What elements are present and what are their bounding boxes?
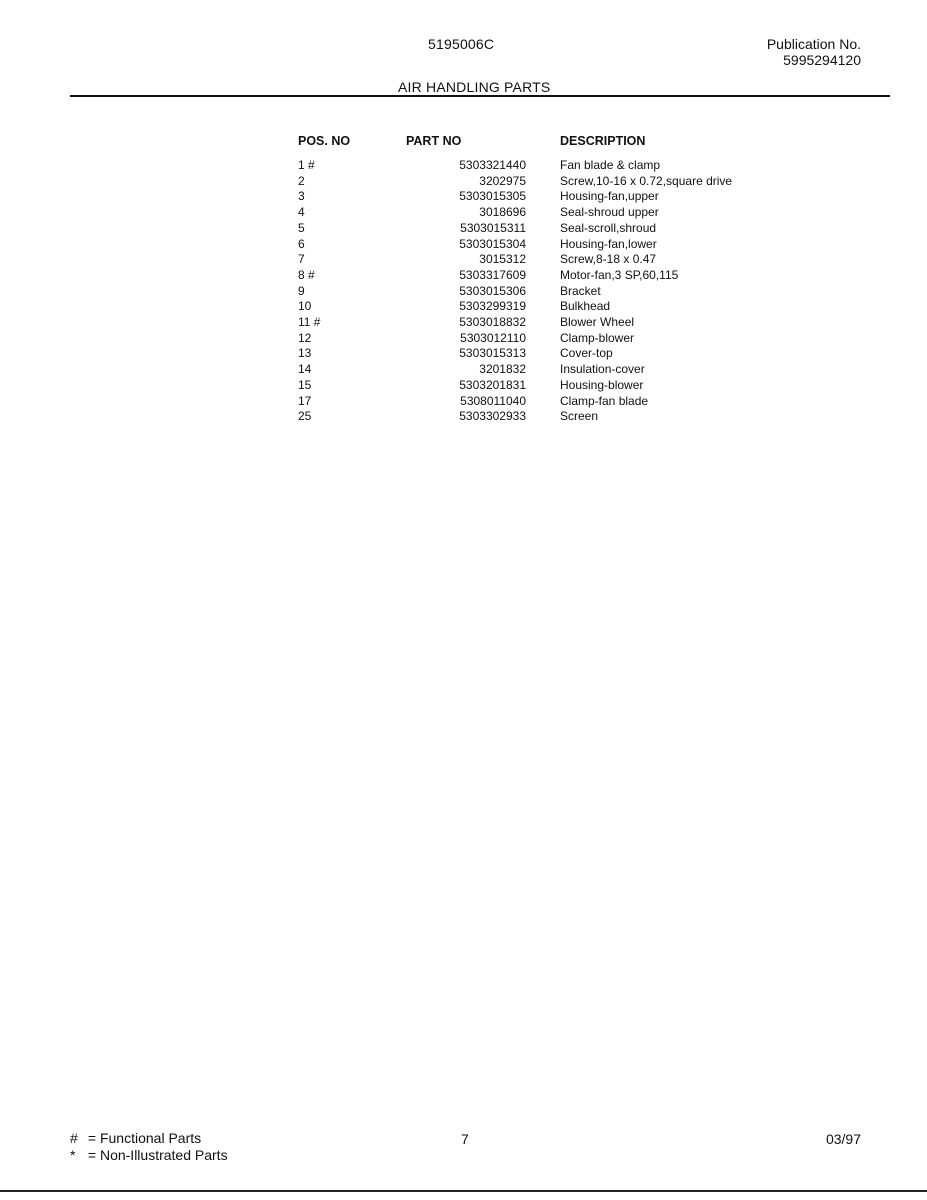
- legend: [70, 1130, 228, 1164]
- legend-text: = Non-Illustrated Parts: [87, 1147, 228, 1163]
- cell-description: Housing-fan,lower: [560, 236, 657, 251]
- cell-pos: 13: [298, 346, 312, 361]
- cell-part-number: 5303321440: [459, 158, 526, 172]
- table-row: [298, 331, 732, 347]
- cell-part-number: 3015312: [479, 252, 526, 267]
- table-row: [298, 394, 732, 410]
- section-title: AIR HANDLING PARTS: [398, 79, 551, 95]
- publication-date: 03/97: [825, 1131, 861, 1147]
- cell-description: Insulation-cover: [560, 362, 645, 377]
- cell-description: Motor-fan,3 SP,60,115: [560, 267, 679, 282]
- cell-part-number: 5303015305: [459, 189, 526, 204]
- cell-part-number: 5303299319: [459, 299, 526, 314]
- cell-pos: 1 #: [298, 158, 315, 172]
- table-row: [298, 378, 732, 394]
- cell-description: Screw,10-16 x 0.72,square drive: [560, 173, 733, 188]
- page-number: 7: [461, 1131, 469, 1147]
- table-row: [298, 268, 732, 284]
- cell-pos: 7: [298, 252, 305, 267]
- cell-pos: 6: [298, 236, 305, 251]
- legend-symbol: *: [70, 1147, 76, 1163]
- cell-description: Seal-shroud upper: [560, 205, 659, 220]
- table-row: [298, 362, 732, 378]
- table-row: [298, 237, 732, 253]
- table-row: [298, 284, 732, 300]
- cell-pos: 14: [298, 362, 312, 377]
- publication-block: [767, 36, 861, 68]
- cell-pos: 2: [298, 173, 305, 188]
- cell-description: Fan blade & clamp: [560, 158, 661, 172]
- column-header-part: PART NO: [406, 134, 462, 148]
- cell-pos: 25: [298, 409, 312, 424]
- cell-pos: 15: [298, 377, 312, 392]
- cell-part-number: 5303201831: [459, 377, 526, 392]
- table-row: [298, 174, 732, 190]
- legend-item-functional: [70, 1130, 228, 1147]
- cell-description: Housing-blower: [560, 377, 644, 392]
- cell-part-number: 5303317609: [459, 267, 526, 282]
- table-row: [298, 409, 732, 425]
- cell-pos: 17: [298, 393, 312, 408]
- cell-description: Bulkhead: [560, 299, 611, 314]
- cell-part-number: 5303012110: [460, 330, 526, 345]
- publication-number: 5995294120: [783, 52, 861, 68]
- cell-description: Blower Wheel: [560, 315, 635, 330]
- cell-pos: 10: [298, 299, 312, 314]
- table-row: [298, 189, 732, 205]
- parts-table: [298, 134, 732, 425]
- legend-symbol: #: [70, 1130, 78, 1146]
- cell-description: Clamp-blower: [560, 330, 635, 345]
- cell-pos: 3: [298, 189, 305, 204]
- table-row: [298, 346, 732, 362]
- cell-description: Cover-top: [560, 346, 613, 361]
- table-row: [298, 221, 732, 237]
- cell-part-number: 5308011040: [460, 393, 526, 408]
- table-row: [298, 299, 732, 315]
- cell-part-number: 5303018832: [459, 315, 526, 330]
- cell-pos: 5: [298, 220, 305, 235]
- cell-part-number: 5303015311: [460, 220, 526, 235]
- cell-part-number: 5303015306: [459, 283, 526, 298]
- cell-pos: 12: [298, 330, 312, 345]
- cell-pos: 9: [298, 283, 305, 298]
- table-row: [298, 252, 732, 268]
- cell-part-number: 3201832: [479, 362, 526, 377]
- cell-pos: 8 #: [298, 267, 315, 282]
- cell-description: Screw,8-18 x 0.47: [560, 252, 657, 267]
- header-divider: [70, 95, 890, 97]
- cell-part-number: 3018696: [479, 205, 526, 220]
- column-header-pos: POS. NO: [298, 134, 351, 148]
- footer-divider: [0, 1190, 927, 1192]
- cell-part-number: 5303015313: [459, 346, 526, 361]
- cell-description: Clamp-fan blade: [560, 393, 649, 408]
- cell-pos: 4: [298, 205, 305, 220]
- table-row: [298, 205, 732, 221]
- parts-table-body: [298, 158, 732, 425]
- cell-part-number: 5303015304: [459, 236, 526, 251]
- column-header-description: DESCRIPTION: [560, 134, 646, 148]
- table-row: [298, 315, 732, 331]
- model-number: 5195006C: [428, 36, 495, 52]
- legend-item-non-illustrated: [70, 1147, 228, 1164]
- cell-pos: 11 #: [298, 315, 321, 330]
- cell-description: Housing-fan,upper: [560, 189, 659, 204]
- cell-description: Bracket: [560, 283, 601, 298]
- cell-description: Seal-scroll,shroud: [560, 220, 657, 235]
- cell-part-number: 5303302933: [459, 409, 526, 424]
- publication-label: Publication No.: [766, 36, 861, 52]
- table-header-row: [298, 134, 732, 158]
- cell-part-number: 3202975: [479, 173, 526, 188]
- table-row: [298, 158, 732, 174]
- cell-description: Screen: [560, 409, 599, 424]
- legend-text: = Functional Parts: [87, 1130, 202, 1146]
